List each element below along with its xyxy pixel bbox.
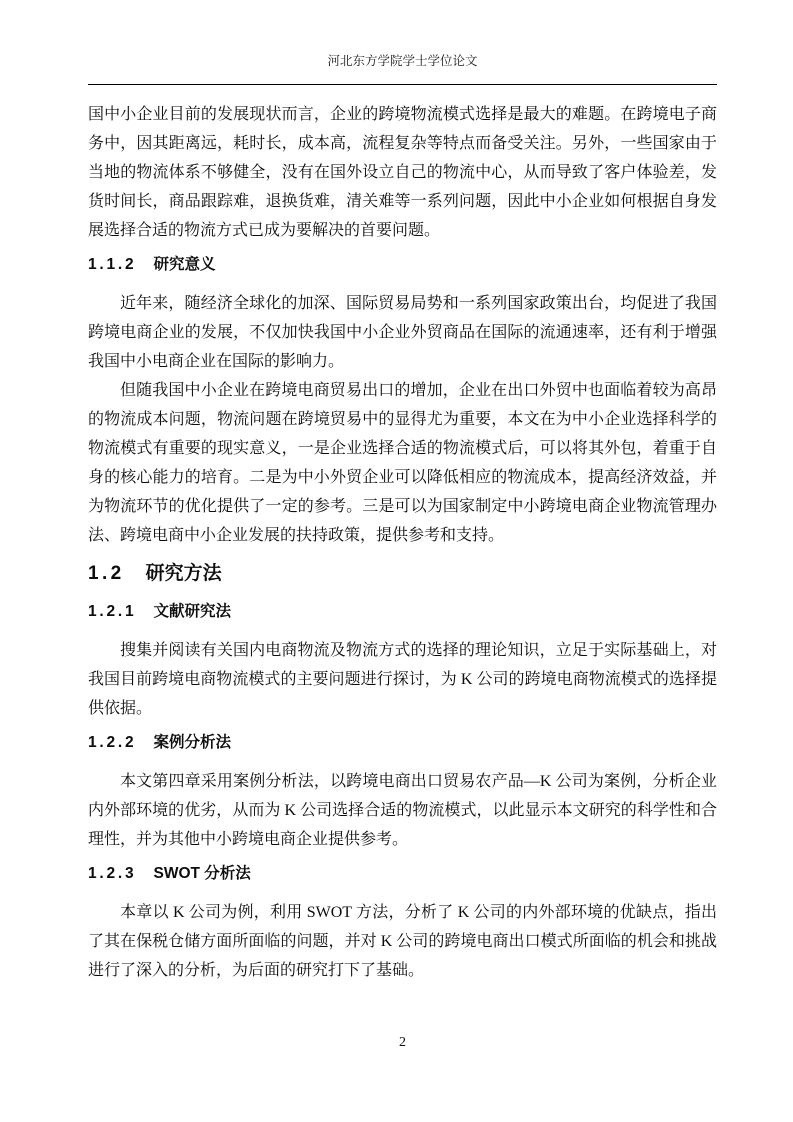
heading-number: 1.2.3	[88, 865, 137, 882]
paragraph-literature-method: 搜集并阅读有关国内电商物流及物流方式的选择的理论知识，立足于实际基础上，对我国目前跨境电商物流模式的主要问题进行探讨，为 K 公司的跨境电商物流模式的选择提供依据。	[88, 642, 717, 717]
paragraph-significance-1: 近年来，随经济全球化的加深、国际贸易局势和一系列国家政策出台，均促进了我国跨境电商企业的发展，不仅加快我国中小企业外贸商品在国际的流通速率，还有利于增强我国中小电商企业在国际的影响力。	[88, 295, 717, 370]
heading-number: 1.2.1	[88, 603, 137, 620]
heading-title: SWOT 分析法	[153, 865, 251, 882]
header-rule	[88, 84, 717, 85]
section-heading-1-2-3	[88, 864, 717, 884]
document-body	[88, 86, 717, 985]
heading-title: 案例分析法	[153, 734, 231, 751]
heading-number: 1.2.2	[88, 734, 137, 751]
paragraph-continuation: 国中小企业目前的发展现状而言，企业的跨境物流模式选择是最大的难题。在跨境电子商务中，因其距离远，耗时长，成本高，流程复杂等特点而备受关注。另外，一些国家由于当地的物流体系不够健全，没有在国外设立自己的物流中心，从而导致了客户体验差，发货时间长，商品跟踪难，退换货难，清关难等一系列问题，因此中小企业如何根据自身发展选择合适的物流方式已成为要解决的首要问题。	[88, 106, 717, 239]
heading-title: 研究方法	[145, 563, 222, 584]
heading-number: 1.1.2	[88, 256, 137, 273]
paragraph-case-method: 本文第四章采用案例分析法，以跨境电商出口贸易农产品—K 公司为案例，分析企业内外部环境的优劣，从而为 K 公司选择合适的物流模式，以此显示本文研究的科学性和合理性，并为其他中小跨境电商企业提供参考。	[88, 773, 717, 848]
paragraph-swot-method: 本章以 K 公司为例，利用 SWOT 方法，分析了 K 公司的内外部环境的优缺点，指出了其在保税仓储方面所面临的问题，并对 K 公司的跨境电商出口模式所面临的机会和挑战进行了深入的分析，为后面的研究打下了基础。	[88, 904, 717, 979]
section-heading-1-2-1	[88, 602, 717, 622]
page-footer	[88, 1033, 717, 1053]
section-heading-1-1-2	[88, 255, 717, 275]
section-heading-1-2	[88, 562, 717, 586]
heading-number: 1.2	[88, 563, 125, 584]
page-header	[88, 0, 717, 93]
page-number: 2	[399, 1035, 406, 1050]
heading-title: 研究意义	[153, 256, 216, 273]
heading-title: 文献研究法	[153, 603, 231, 620]
paragraph-significance-2: 但随我国中小企业在跨境电商贸易出口的增加，企业在出口外贸中也面临着较为高昂的物流成本问题，物流问题在跨境贸易中的显得尤为重要，本文在为中小企业选择科学的物流模式有重要的现实意义，一是企业选择合适的物流模式后，可以将其外包，着重于自身的核心能力的培育。二是为中小外贸企业可以降低相应的物流成本，提高经济效益，并为物流环节的优化提供了一定的参考。三是可以为国家制定中小跨境电商企业物流管理办法、跨境电商中小企业发展的扶持政策，提供参考和支持。	[88, 382, 717, 544]
running-header-title: 河北东方学院学士学位论文	[327, 54, 478, 68]
section-heading-1-2-2	[88, 733, 717, 753]
